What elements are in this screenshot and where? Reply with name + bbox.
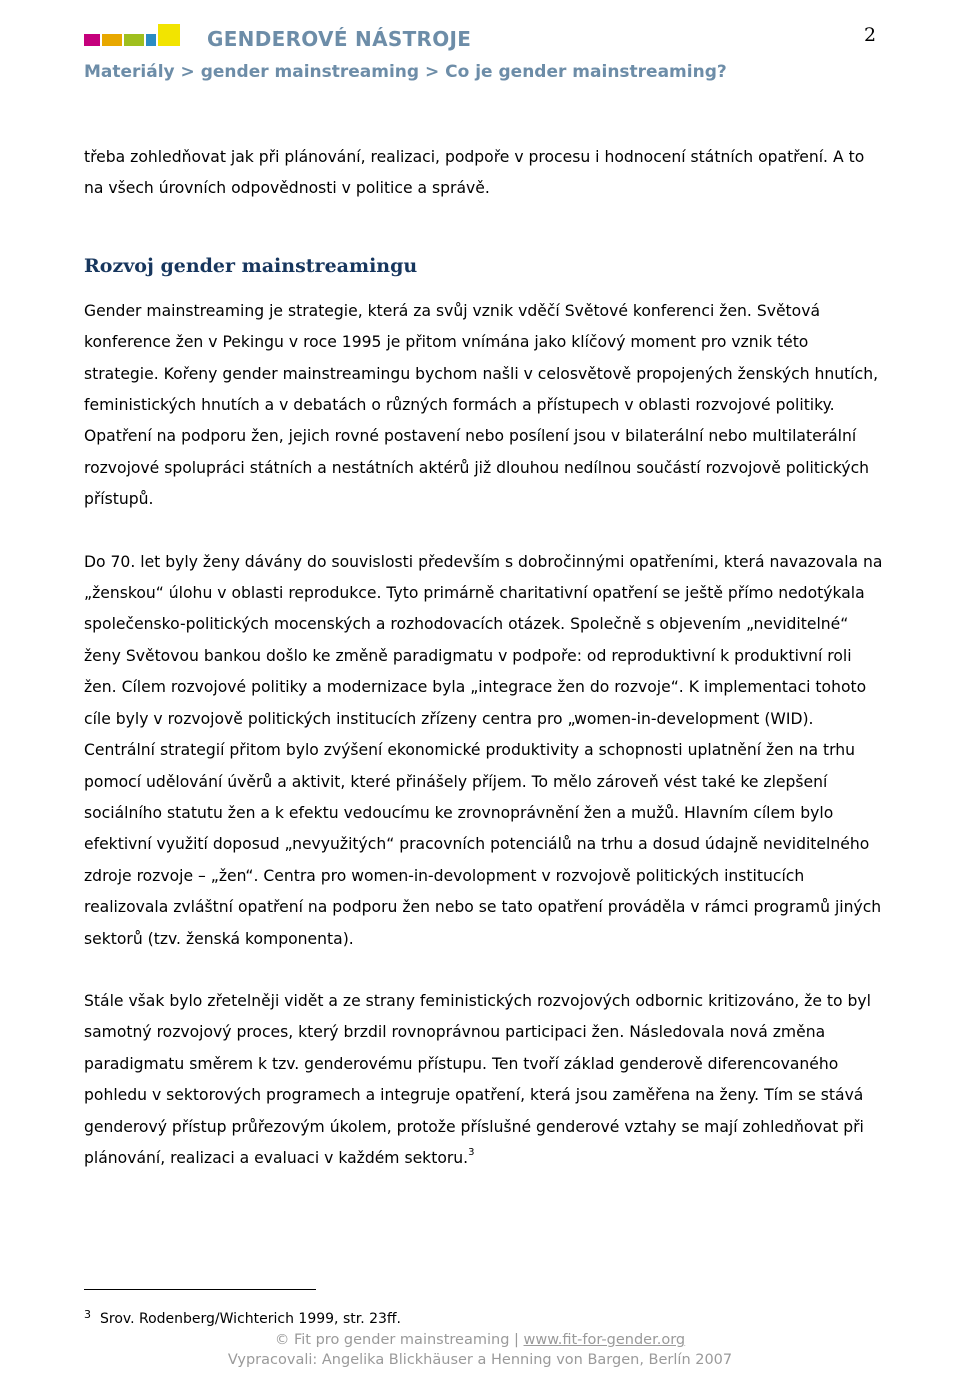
footer-link[interactable]: www.fit-for-gender.org (523, 1332, 686, 1348)
footer-authors: Vypracovali: Angelika Blickhäuser a Henning von Bargen, Berlín 2007 (227, 1352, 733, 1368)
section-heading: Rozvoj gender mainstreamingu (84, 254, 418, 277)
breadcrumb: Materiály > gender mainstreaming > Co je gender mainstreaming? (84, 62, 727, 82)
logo-block (146, 34, 156, 46)
footer-copyright: © Fit pro gender mainstreaming | (274, 1332, 524, 1348)
intro-paragraph: třeba zohledňovat jak při plánování, realizaci, podpoře v procesu i hodnocení státních opatření. A to na všech úrovních odpovědnosti v politice a správě. (84, 148, 865, 198)
page-header (0, 0, 960, 100)
logo (84, 24, 180, 46)
logo-block (84, 34, 100, 46)
footnote-reference[interactable]: 3 (468, 1146, 475, 1158)
logo-block (158, 24, 180, 46)
paragraph-3 (84, 986, 884, 1174)
footnote-text: Srov. Rodenberg/Wichterich 1999, str. 23ff. (100, 1311, 402, 1327)
paragraph-3-text: Stále však bylo zřetelněji vidět a ze strany feministických rozvojových odbornic kritizováno, že to byl samotný rozvojový proces, který brzdil rovnoprávnou participaci žen. Následovala nová změna paradigmatu směrem k tzv. genderovému přístupu. Ten tvoří základ genderově diferencovaného pohledu v sektorových programech a integruje opatření, která jsou zaměřena na ženy. Tím se stává genderový přístup průřezovým úkolem, protože příslušné genderové vztahy se mají zohledňovat při plánování, realizaci a evaluaci v každém sektoru. (84, 991, 871, 1167)
document-body (84, 142, 884, 1174)
paragraph-2: Do 70. let byly ženy dávány do souvislosti především s dobročinnými opatřeními, která navazovala na „ženskou“ úlohu v oblasti reprodukce. Tyto primárně charitativní opatření se ještě přímo nedotýkala společensko-politických mocenských a rozhodovacích otázek. Společně s objevením „neviditelné“ ženy Světovou bankou došlo ke změně paradigmatu v podpoře: od reproduktivní k produktivní roli žen. Cílem rozvojové politiky a modernizace byla „integrace žen do rozvoje“. K implementaci tohoto cíle byly v rozvojově politických institucích zřízeny centra pro „women-in-development (WID). Centrální strategií přitom bylo zvýšení ekonomické produktivity a schopnosti uplatnění žen na trhu pomocí udělování úvěrů a aktivit, které přinášely příjem. To mělo zároveň vést také ke zlepšení sociálního statutu žen a k efektu vedoucímu ke zrovnoprávnění žen a mužů. Hlavním cílem bylo efektivní využití doposud „nevyužitých“ pracovních potenciálů na trhu a dosud údajně neviditelného zdroje rozvoje – „žen“. Centra pro women-in-devolopment v rozvojově politických institucích realizovala zvláštní opatření na podporu žen nebo se tato opatření prováděla v rámci programů jiných sektorů (tzv. ženská komponenta). (84, 552, 883, 948)
footnote (84, 1308, 401, 1327)
logo-block (102, 34, 122, 46)
footnote-divider (84, 1289, 316, 1290)
page-number: 2 (864, 24, 877, 46)
logo-block (124, 34, 144, 46)
header-title: GENDEROVÉ NÁSTROJE (207, 27, 472, 51)
paragraph-1: Gender mainstreaming je strategie, která za svůj vznik vděčí Světové konferenci žen. Světová konference žen v Pekingu v roce 1995 je přitom vnímána jako klíčový moment pro vznik této strategie. Kořeny gender mainstreamingu bychom našli v celosvětově propojených ženských hnutích, feministických hnutích a v debatách o různých formách a přístupech v oblasti rozvojové politiky. Opatření na podporu žen, jejich rovné postavení nebo posílení jsou v bilaterální nebo multilaterální rozvojové spolupráci státních a nestátních aktérů již dlouhou nedílnou součástí rozvojově politických přístupů. (84, 301, 879, 509)
footer-copyright-line (0, 1332, 960, 1348)
footnote-number: 3 (84, 1308, 91, 1321)
